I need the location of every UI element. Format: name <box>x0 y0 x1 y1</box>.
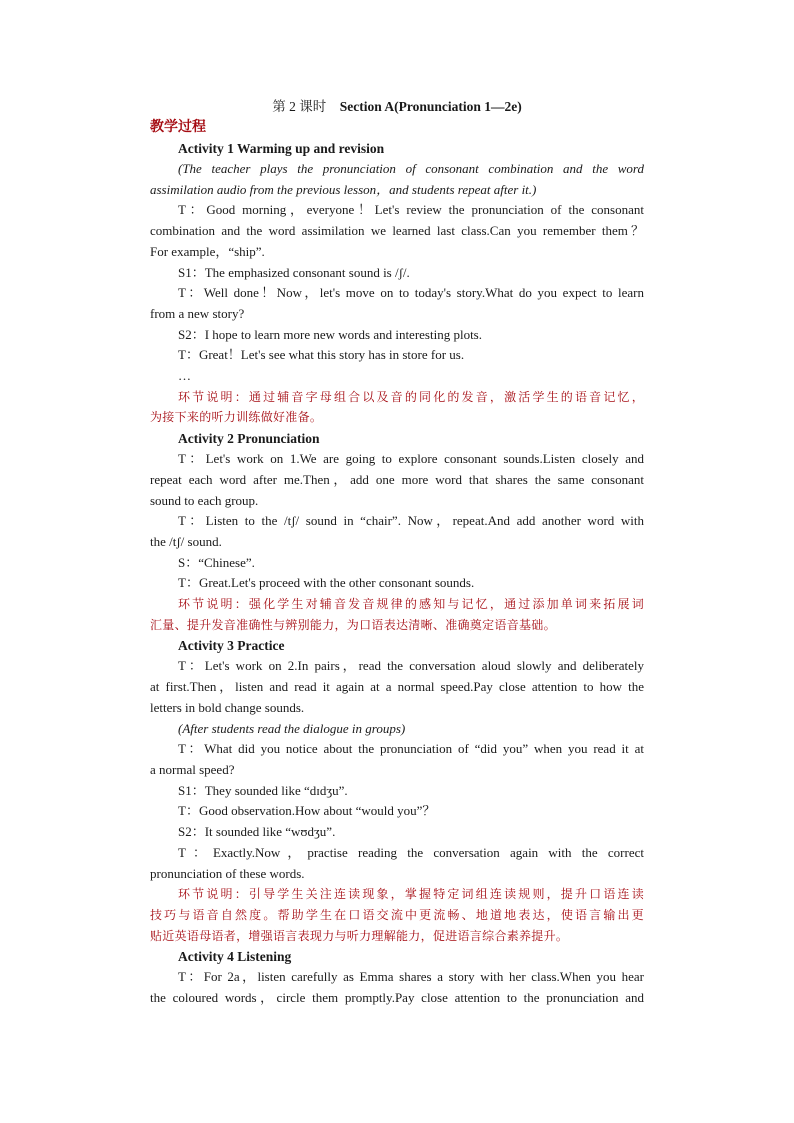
paragraph-line: at first.Then，listen and read it again at a normal speed.Pay close attention to how the <box>150 679 644 695</box>
paragraph-line: the /tʃ/ sound. <box>150 533 222 549</box>
paragraph-line: the coloured words，circle them promptly.Pay close attention to the pronunciation and <box>150 990 644 1006</box>
section-note: 为接下来的听力训练做好准备。 <box>150 410 323 425</box>
activity-2-heading: Activity 2 Pronunciation <box>178 431 320 447</box>
paragraph-line: combination and the word assimilation we learned last class.Can you remember them？ <box>150 223 644 239</box>
paragraph-line: T：Good morning，everyone！Let's review the pronunciation of the consonant <box>178 202 644 218</box>
paragraph-line: T：Let's work on 1.We are going to explore consonant sounds.Listen closely and <box>178 451 644 467</box>
paragraph-line: S1：They sounded like “dɪdʒu”. <box>178 782 348 798</box>
paragraph-line: For example，“ship”. <box>150 243 265 259</box>
section-note: 环节说明：强化学生对辅音发音规律的感知与记忆，通过添加单词来拓展词 <box>178 597 644 612</box>
paragraph-line: repeat each word after me.Then，add one more word that shares the same consonant <box>150 471 644 487</box>
page-title <box>150 97 644 117</box>
document-body <box>150 97 644 1009</box>
paragraph-line: S2：It sounded like “wʊdʒu”. <box>178 824 336 840</box>
paragraph-line: assimilation audio from the previous lesson，and students repeat after it.) <box>150 181 537 197</box>
paragraph-line: T：Let's work on 2.In pairs，read the conversation aloud slowly and deliberately <box>178 658 644 674</box>
section-note: 环节说明：引导学生关注连读现象，掌握特定词组连读规则，提升口语连读 <box>178 887 644 902</box>
lesson-number: 第 2 课时 <box>272 99 327 114</box>
activity-3-heading: Activity 3 Practice <box>178 638 285 654</box>
paragraph-line: T：Good observation.How about “would you”？ <box>178 803 436 819</box>
paragraph-line: letters in bold change sounds. <box>150 699 305 715</box>
paragraph-line: pronunciation of these words. <box>150 865 305 881</box>
activity-4-heading: Activity 4 Listening <box>178 949 292 965</box>
section-note: 贴近英语母语者，增强语言表现力与听力理解能力，促进语言综合素养提升。 <box>150 928 569 943</box>
activity-1-heading: Activity 1 Warming up and revision <box>178 141 385 156</box>
section-note: 环节说明：通过辅音字母组合以及音的同化的发音，激活学生的语音记忆， <box>178 389 644 404</box>
paragraph-line: S2：I hope to learn more new words and interesting plots. <box>178 326 482 342</box>
paragraph-line: S1：The emphasized consonant sound is /ʃ/. <box>178 264 410 280</box>
paragraph-line: sound to each group. <box>150 492 259 508</box>
paragraph-line: T：Exactly.Now，practise reading the conversation again with the correct <box>178 844 644 860</box>
section-note: 汇量、提升发音准确性与辨别能力，为口语表达清晰、准确奠定语音基础。 <box>150 617 556 632</box>
paragraph-line: (After students read the dialogue in groups) <box>178 720 406 736</box>
paragraph-line: from a new story? <box>150 305 245 321</box>
paragraph-line: a normal speed? <box>150 761 235 777</box>
paragraph-line: T：What did you notice about the pronunciation of “did you” when you read it at <box>178 741 644 757</box>
paragraph-line: T：For 2a，listen carefully as Emma shares a story with her class.When you hear <box>178 969 644 985</box>
paragraph-line: T：Great！Let's see what this story has in store for us. <box>178 347 465 363</box>
section-title: Section A(Pronunciation 1—2e) <box>339 99 522 114</box>
paragraph-line: … <box>178 368 191 384</box>
teaching-process-label: 教学过程 <box>150 120 206 135</box>
paragraph-line: (The teacher plays the pronunciation of consonant combination and the word <box>178 161 644 176</box>
section-note: 技巧与语音自然度。帮助学生在口语交流中更流畅、地道地表达，使语言输出更 <box>150 907 644 922</box>
paragraph-line: S：“Chinese”. <box>178 554 255 570</box>
paragraph-line: T：Great.Let's proceed with the other consonant sounds. <box>178 575 475 591</box>
paragraph-line: T：Well done！Now，let's move on to today's story.What do you expect to learn <box>178 285 644 301</box>
paragraph-line: T：Listen to the /tʃ/ sound in “chair”. Now，repeat.And add another word with <box>178 513 644 529</box>
